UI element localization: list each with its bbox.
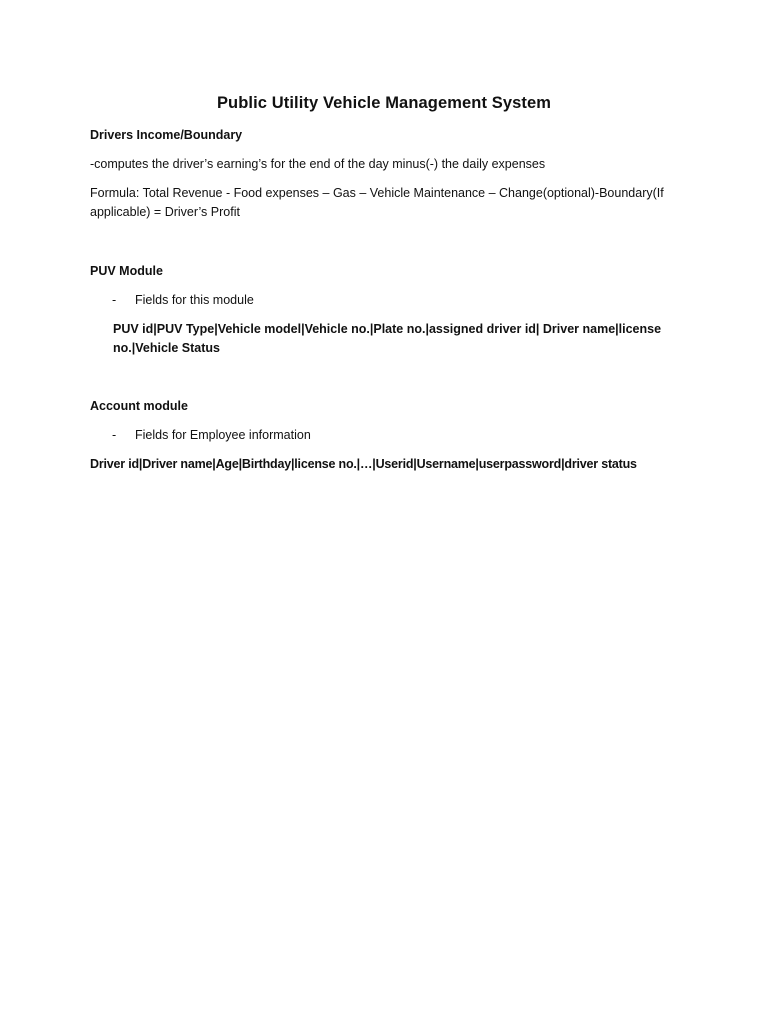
drivers-income-description: -computes the driver’s earning’s for the end of the day minus(-) the daily expenses: [90, 157, 546, 171]
puv-module-fields: PUV id|PUV Type|Vehicle model|Vehicle no.|Plate no.|assigned driver id| Driver name|license no.|Vehicle Status: [113, 322, 662, 355]
account-module-heading: Account module: [90, 399, 188, 413]
account-module-bullet-text: Fields for Employee information: [135, 428, 311, 442]
account-module-fields: Driver id|Driver name|Age|Birthday|license no.|…|Userid|Username|userpassword|driver status: [90, 457, 637, 471]
bullet-dash: -: [112, 428, 117, 442]
puv-module-bullet-text: Fields for this module: [135, 293, 254, 307]
puv-module-heading: PUV Module: [90, 264, 163, 278]
drivers-income-heading: Drivers Income/Boundary: [90, 128, 243, 142]
bullet-dash: -: [112, 293, 117, 307]
drivers-income-formula: Formula: Total Revenue - Food expenses – Gas – Vehicle Maintenance – Change(optional)-Boundary(If applicable) = Driver’s Profit: [90, 186, 664, 219]
document-title: Public Utility Vehicle Management System: [216, 94, 552, 112]
